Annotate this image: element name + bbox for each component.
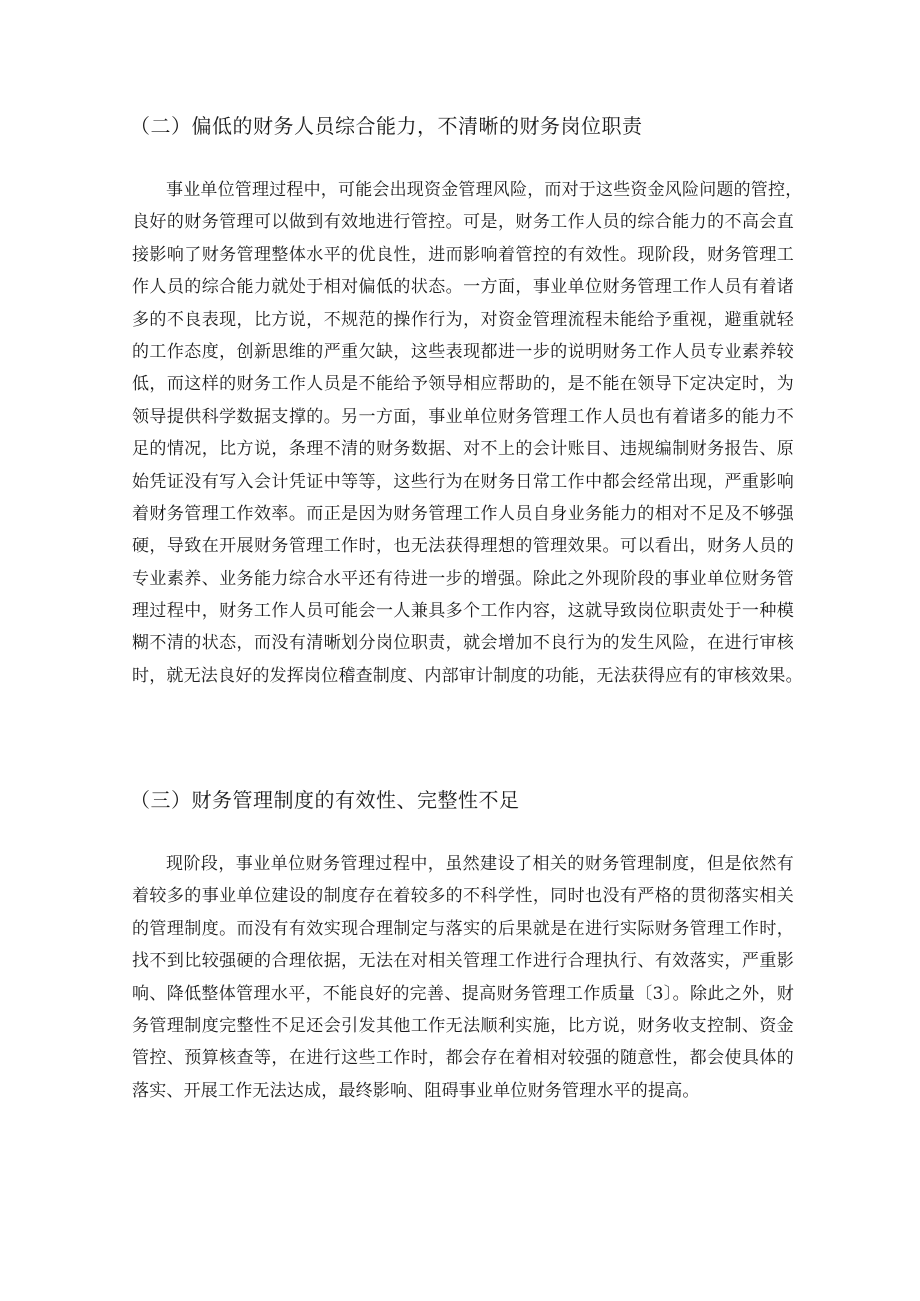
paragraph-line: 着财务管理工作效率。而正是因为财务管理工作人员自身业务能力的相对不足及不够强 xyxy=(132,503,794,524)
paragraph-line: 事业单位管理过程中，可能会出现资金管理风险，而对于这些资金风险问题的管控， xyxy=(166,180,803,200)
paragraph-line: 专业素养、业务能力综合水平还有待进一步的增强。除此之外现阶段的事业单位财务管 xyxy=(132,568,794,589)
paragraph-line: 低，而这样的财务工作人员是不能给予领导相应帮助的，是不能在领导下定决定时，为 xyxy=(132,374,794,395)
paragraph-line: 的管理制度。而没有有效实现合理制定与落实的后果就是在进行实际财务管理工作时， xyxy=(132,918,794,939)
paragraph-line: 理过程中，财务工作人员可能会一人兼具多个工作内容，这就导致岗位职责处于一种模 xyxy=(132,601,794,622)
paragraph-line: 接影响了财务管理整体水平的优良性，进而影响着管控的有效性。现阶段，财务管理工 xyxy=(132,244,794,265)
paragraph-line: 领导提供科学数据支撑的。另一方面，事业单位财务管理工作人员也有着诸多的能力不 xyxy=(132,406,794,427)
paragraph-line: 管控、预算核查等，在进行这些工作时，都会存在着相对较强的随意性，都会使具体的 xyxy=(132,1048,794,1069)
paragraph-line: 作人员的综合能力就处于相对偏低的状态。一方面，事业单位财务管理工作人员有着诸 xyxy=(132,277,794,298)
paragraph-line: 硬，导致在开展财务管理工作时，也无法获得理想的管理效果。可以看出，财务人员的 xyxy=(132,536,794,557)
section-heading-3: （三）财务管理制度的有效性、完整性不足 xyxy=(130,788,520,812)
paragraph-line: 多的不良表现，比方说，不规范的操作行为，对资金管理流程未能给予重视，避重就轻 xyxy=(132,309,794,330)
paragraph-line: 良好的财务管理可以做到有效地进行管控。可是，财务工作人员的综合能力的不高会直 xyxy=(132,212,794,233)
paragraph-line: 现阶段，事业单位财务管理过程中，虽然建设了相关的财务管理制度，但是依然有 xyxy=(166,854,794,874)
paragraph-line: 响、降低整体管理水平，不能良好的完善、提高财务管理工作质量〔3〕。除此之外，财 xyxy=(132,983,794,1004)
paragraph-line: 始凭证没有写入会计凭证中等等，这些行为在财务日常工作中都会经常出现，严重影响 xyxy=(132,471,794,492)
paragraph-line: 落实、开展工作无法达成，最终影响、阻碍事业单位财务管理水平的提高。 xyxy=(132,1080,700,1101)
paragraph-line: 糊不清的状态，而没有清晰划分岗位职责，就会增加不良行为的发生风险，在进行审核 xyxy=(132,633,794,654)
paragraph-line: 足的情况，比方说，条理不清的财务数据、对不上的会计账目、违规编制财务报告、原 xyxy=(132,439,794,460)
paragraph-line: 务管理制度完整性不足还会引发其他工作无法顺利实施，比方说，财务收支控制、资金 xyxy=(132,1015,794,1036)
section-3-paragraph xyxy=(132,848,794,1107)
paragraph-line: 着较多的事业单位建设的制度存在着较多的不科学性，同时也没有严格的贯彻落实相关 xyxy=(132,886,794,907)
section-2-paragraph xyxy=(132,174,803,692)
paragraph-line: 时，就无法良好的发挥岗位稽查制度、内部审计制度的功能，无法获得应有的审核效果。 xyxy=(132,665,803,686)
paragraph-line: 找不到比较强硬的合理依据，无法在对相关管理工作进行合理执行、有效落实，严重影 xyxy=(132,951,794,972)
paragraph-line: 的工作态度，创新思维的严重欠缺，这些表现都进一步的说明财务工作人员专业素养较 xyxy=(132,341,794,362)
section-heading-2: （二）偏低的财务人员综合能力，不清晰的财务岗位职责 xyxy=(130,114,643,138)
